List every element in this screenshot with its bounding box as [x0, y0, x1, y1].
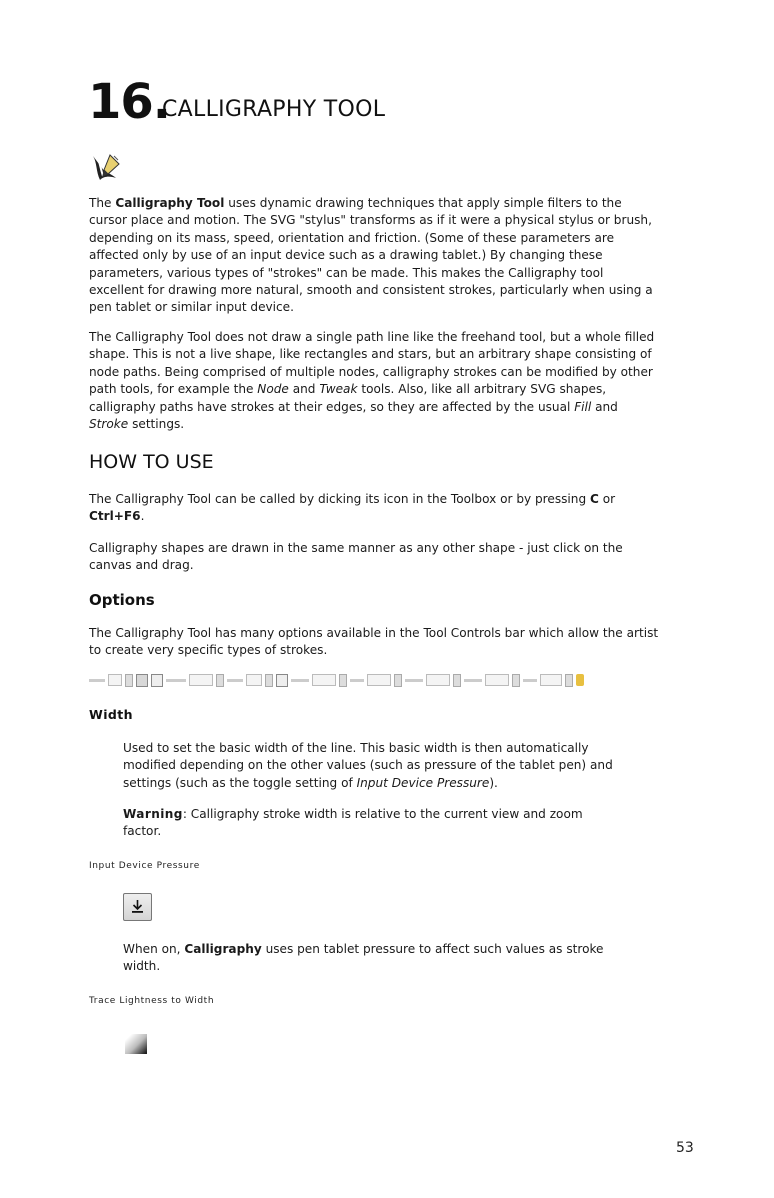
calligraphy-term: Calligraphy	[184, 942, 262, 956]
pen-icon	[576, 674, 584, 686]
toolbar-label	[405, 679, 423, 682]
text-run: When on,	[123, 942, 185, 956]
toolbar-label	[464, 679, 482, 682]
chapter-number: 16.	[88, 74, 171, 130]
toolbar-spinner	[216, 674, 224, 687]
warning-label: Warning	[123, 807, 183, 821]
text-run: The	[89, 196, 116, 210]
toolbar-label	[166, 679, 186, 682]
pressure-arrow-icon	[124, 894, 151, 920]
toolbar-field	[312, 674, 336, 686]
calligraphy-tool-term: Calligraphy Tool	[115, 196, 225, 210]
text-run: uses pen tablet pressure to affect such values as stroke width.	[123, 942, 604, 974]
toolbar-field	[246, 674, 262, 686]
shortcut-key: C	[589, 492, 599, 506]
toolbar-label	[291, 679, 309, 682]
intro-paragraph-1	[89, 195, 659, 317]
toolbar-spinner	[394, 674, 402, 687]
how-to-use-paragraph-1	[89, 491, 659, 526]
chapter-title: CALLIGRAPHY TOOL	[162, 97, 386, 122]
text-run: or	[598, 492, 616, 506]
text-run: The Calligraphy Tool can be called by dicking its icon in the Toolbox or by pressing	[89, 492, 590, 506]
toolbar-spinner	[565, 674, 573, 687]
text-run: and	[591, 399, 618, 414]
tweak-term: Tweak	[319, 382, 358, 397]
input-device-pressure-term: Input Device Pressure	[356, 775, 490, 790]
text-run: : Calligraphy stroke width is relative to the current view and zoom factor.	[123, 807, 583, 839]
text-run: and	[288, 382, 320, 397]
toolbar-field	[485, 674, 509, 686]
toolbar-label	[89, 679, 105, 682]
toolbar-label	[350, 679, 364, 682]
toolbar-label	[227, 679, 243, 682]
toolbar-toggle	[136, 674, 148, 687]
subheading-trace-lightness: Trace Lightness to Width	[89, 996, 215, 1006]
toolbar-field	[189, 674, 213, 686]
options-paragraph: The Calligraphy Tool has many options available in the Tool Controls bar which allow the artist to create very specific types of strokes.	[89, 626, 659, 658]
text-run: settings.	[128, 417, 185, 432]
pressure-paragraph	[123, 941, 623, 976]
trace-lightness-icon	[125, 1034, 147, 1054]
toolbar-toggle	[276, 674, 288, 687]
subheading-input-device-pressure: Input Device Pressure	[89, 861, 200, 871]
toolbar-field	[426, 674, 450, 686]
subsection-heading-options: Options	[89, 591, 155, 609]
text-run: ).	[489, 775, 498, 790]
section-heading-how-to-use: HOW TO USE	[89, 451, 214, 473]
text-run: The Calligraphy Tool does not draw a single path line like the freehand tool, but a whole filled shape. This is not a live shape, like rectangles and stars, but an arbitrary shape consisting of node paths. Being comprised of multiple nodes, calligraphy strokes can be modified by other path tools, for example the	[89, 330, 655, 397]
toolbar-field	[108, 674, 122, 686]
toolbar-spinner	[339, 674, 347, 687]
how-to-use-paragraph-2: Calligraphy shapes are drawn in the same manner as any other shape - just click on the canvas and drag.	[89, 541, 623, 573]
page-number: 53	[676, 1140, 694, 1156]
calligraphy-pen-icon	[90, 152, 122, 184]
toolbar-field	[540, 674, 562, 686]
text-run: uses dynamic drawing techniques that apply simple filters to the cursor place and motion. The SVG "stylus" transforms as if it were a physical stylus or brush, depending on its mass, speed, orientation and friction. (Some of these parameters are affected only by use of an input device such as a drawing tablet.) By changing these parameters, various types of "strokes" can be made. This makes the Calligraphy tool excellent for drawing more natural, smooth and consistent strokes, particularly when using a pen tablet or similar input device.	[89, 196, 653, 315]
toolbar-field	[367, 674, 391, 686]
intro-paragraph-2	[89, 329, 659, 433]
text-run: .	[140, 509, 145, 524]
tool-controls-bar-image	[89, 671, 609, 689]
pressure-toggle-icon	[123, 893, 152, 921]
toolbar-spinner	[125, 674, 133, 687]
toolbar-toggle	[151, 674, 163, 687]
text-run: tools. Also, like all arbitrary SVG shapes, calligraphy paths have strokes at their edges, so they are affected by the usual	[89, 382, 607, 414]
shortcut-key: Ctrl+F6	[89, 509, 141, 524]
fill-term: Fill	[574, 399, 592, 414]
toolbar-spinner	[512, 674, 520, 687]
toolbar-spinner	[453, 674, 461, 687]
text-run: Used to set the basic width of the line. This basic width is then automatically modified depending on the other values (such as pressure of the tablet pen) and settings (such as the toggle setting of	[123, 741, 613, 790]
toolbar-spinner	[265, 674, 273, 687]
stroke-term: Stroke	[89, 417, 129, 432]
width-warning	[123, 806, 623, 841]
width-paragraph	[123, 740, 623, 792]
subsection-heading-width: Width	[89, 707, 133, 722]
node-term: Node	[257, 382, 289, 397]
toolbar-label	[523, 679, 537, 682]
